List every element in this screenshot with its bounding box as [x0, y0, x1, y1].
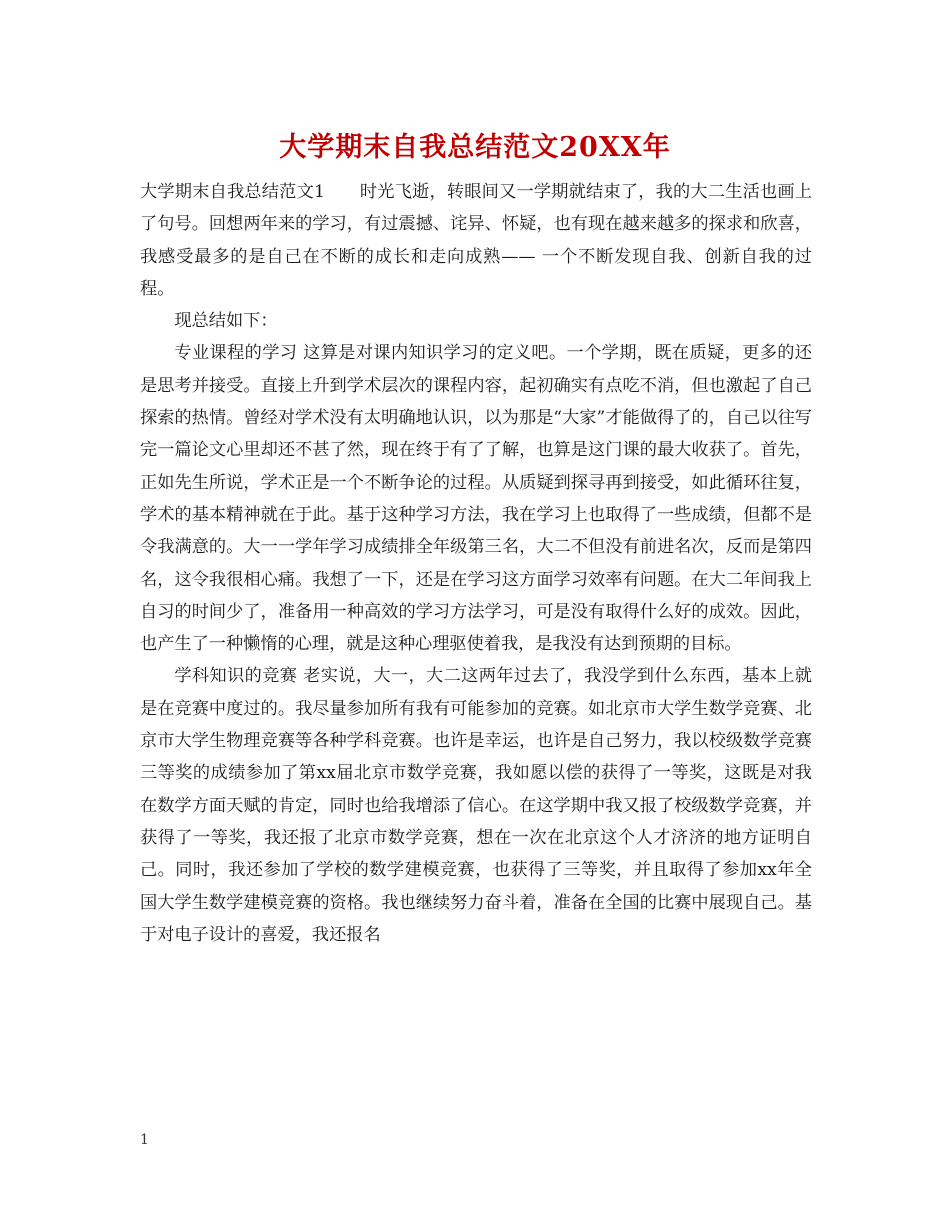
document-title: 大学期末自我总结范文20XX年: [279, 132, 671, 163]
paragraph-intro: 大学期末自我总结范文1 时光飞逝，转眼间又一学期就结束了，我的大二生活也画上了句号。回想两年来的学习，有过震撼、诧异、怀疑，也有现在越来越多的探求和欣喜，我感受最多的是自己在不断的成长和走向成熟—— 一个不断发现自我、创新自我的过程。: [140, 182, 812, 299]
document-body: [140, 176, 812, 951]
paragraph-summary-heading: 现总结如下：: [174, 311, 278, 332]
paragraph-course-study: 专业课程的学习 这算是对课内知识学习的定义吧。一个学期，既在质疑，更多的还是思考并接受。直接上升到学术层次的课程内容，起初确实有点吃不消，但也激起了自己探索的热情。曾经对学术没有太明确地认识，以为那是“大家”才能做得了的，自己以往写完一篇论文心里却还不甚了然，现在终于有了了解，也算是这门课的最大收获了。首先，正如先生所说，学术正是一个不断争论的过程。从质疑到探寻再到接受，如此循环往复，学术的基本精神就在于此。基于这种学习方法，我在学习上也取得了一些成绩，但都不是令我满意的。大一一学年学习成绩排全年级第三名，大二不但没有前进名次，反而是第四名，这令我很相心痛。我想了一下，还是在学习这方面学习效率有问题。在大二年间我上自习的时间少了，准备用一种高效的学习方法学习，可是没有取得什么好的成效。因此，也产生了一种懒惰的心理，就是这种心理驱使着我，是我没有达到预期的目标。: [140, 343, 812, 655]
page-number: 1: [140, 1132, 149, 1148]
paragraph-competition: 学科知识的竞赛 老实说，大一，大二这两年过去了，我没学到什么东西，基本上就是在竞赛中度过的。我尽量参加所有我有可能参加的竞赛。如北京市大学生数学竞赛、北京市大学生物理竞赛等各种学科竞赛。也许是幸运，也许是自己努力，我以校级数学竞赛三等奖的成绩参加了第xx届北京市数学竞赛，我如愿以偿的获得了一等奖，这既是对我在数学方面天赋的肯定，同时也给我增添了信心。在这学期中我又报了校级数学竞赛，并获得了一等奖，我还报了北京市数学竞赛，想在一次在北京这个人才济济的地方证明自己。同时，我还参加了学校的数学建模竞赛，也获得了三等奖，并且取得了参加xx年全国大学生数学建模竞赛的资格。我也继续努力奋斗着，准备在全国的比赛中展现自己。基于对电子设计的喜爱，我还报名: [140, 666, 812, 945]
